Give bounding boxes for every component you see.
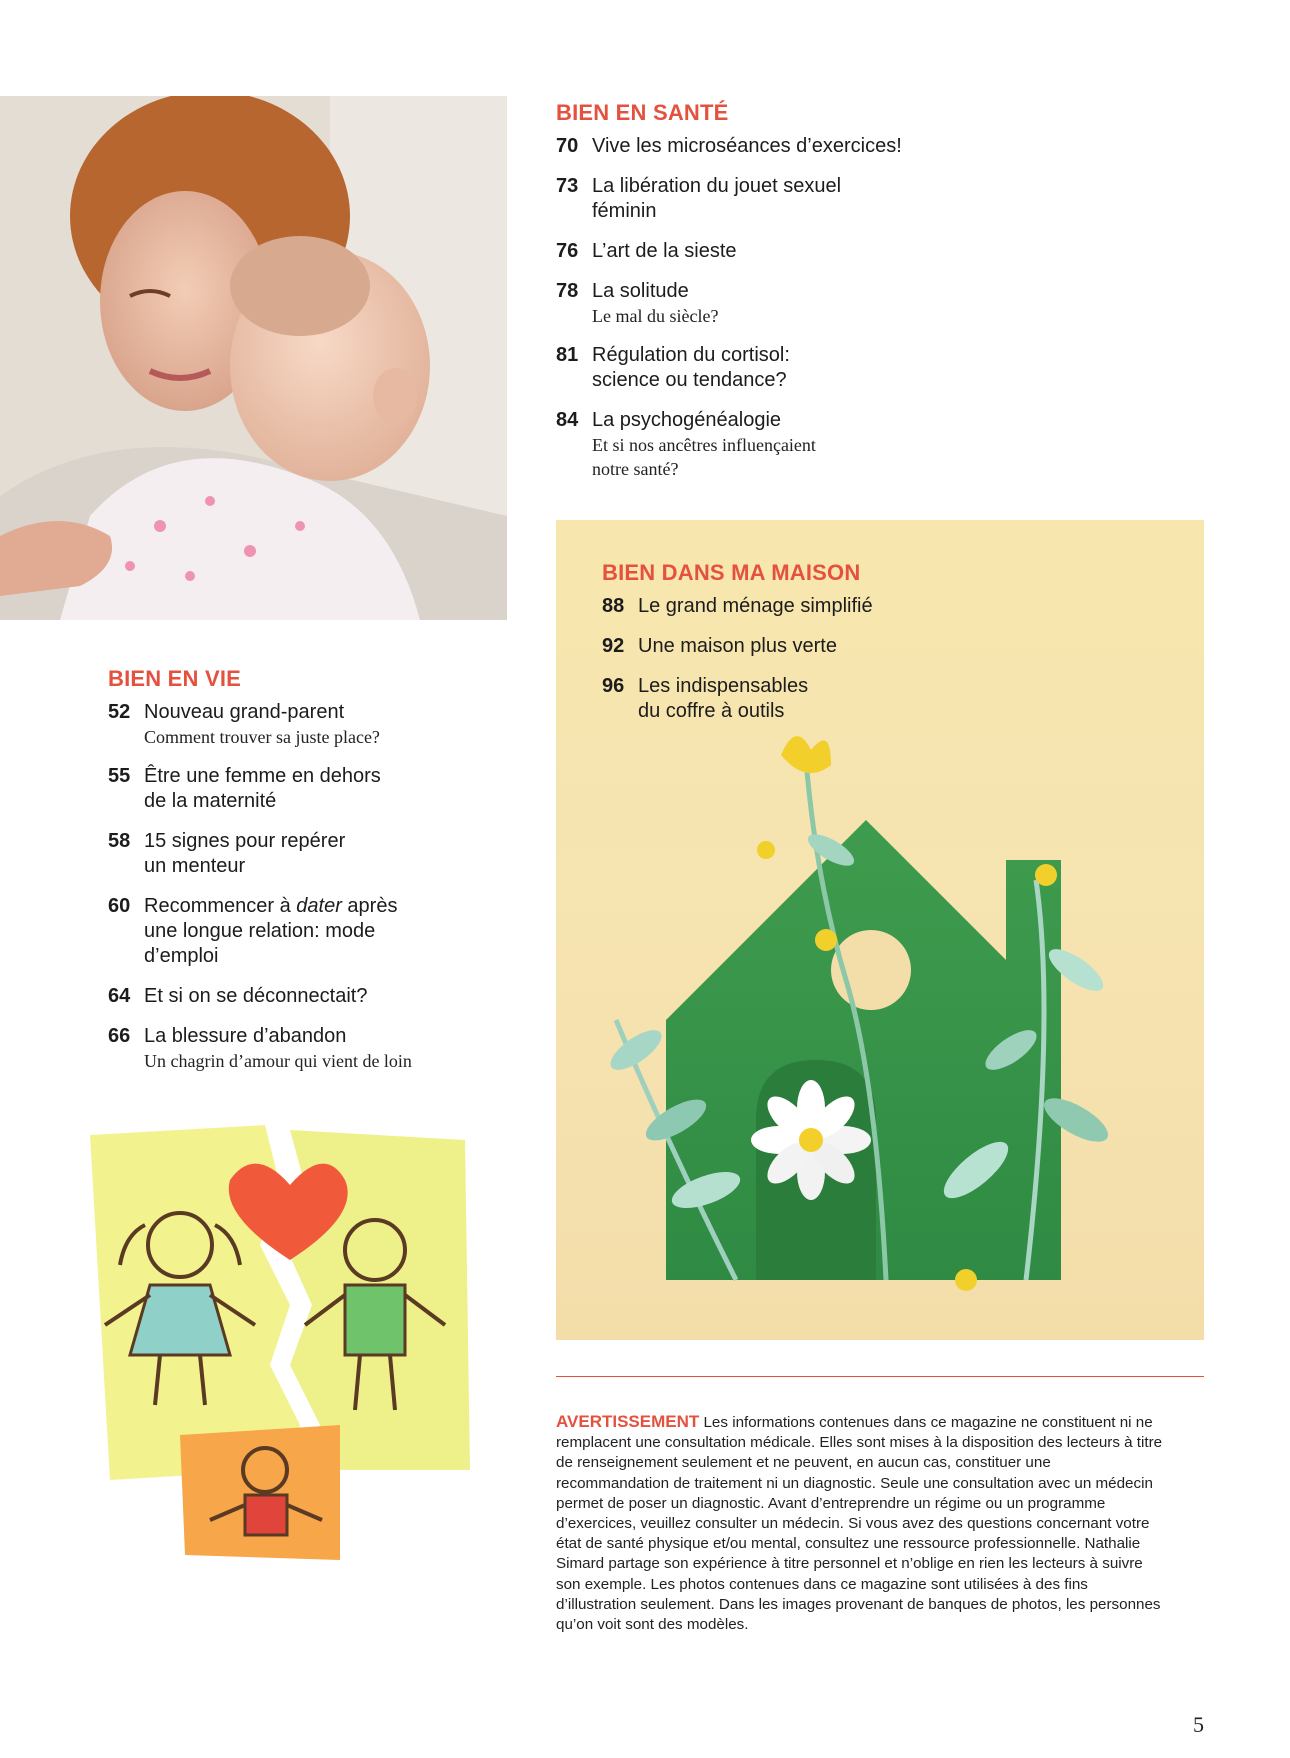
toc-title: Nouveau grand-parent [144, 701, 345, 723]
toc-title: Régulation du cortisol: science ou tendance? [592, 344, 790, 391]
warning-text: Les informations contenues dans ce magazine ne constituent ni ne remplacent une consultation médicale. Elles sont mises à la disposition des lecteurs à titre de renseignement seulement et ne peuvent, en aucun cas, constituer une recommandation de traitement ni un diagnostic. Seule une consultation avec un médecin permet de poser un diagnostic. Avant d’entreprendre un régime ou un programme d’exercices, veuillez consulter un médecin. Si vous avez des questions concernant votre état de santé physique et/ou mental, consultez une ressource professionnelle. Nathalie Simard partage son expérience à titre personnel et n’oblige en rien les lecteurs à suivre son exemple. Les photos contenues dans ce magazine sont utilisées à des fins d’illustration seulement. Dans les images provenant de banques de photos, les personnes qu’on voit sont des modèles. [556, 1414, 1163, 1634]
page-ref-number: 84 [556, 409, 579, 431]
toc-item [602, 594, 1022, 619]
paper-house-illustration [556, 720, 1204, 1340]
section-bien-en-sante [556, 100, 996, 496]
page-ref-number: 73 [556, 175, 579, 197]
toc-title: La libération du jouet sexuel féminin [592, 175, 842, 222]
toc-item [556, 279, 996, 328]
toc-item [602, 674, 1022, 724]
page-ref-number: 76 [556, 240, 579, 262]
toc-entry [592, 279, 996, 328]
toc-title: Recommencer à dater après une longue relation: mode d’emploi [144, 895, 398, 967]
page-ref-number: 52 [108, 701, 131, 723]
warning-notice [556, 1412, 1166, 1635]
toc-item [556, 239, 996, 264]
page-ref-number: 92 [602, 635, 625, 657]
toc-entry [144, 700, 528, 749]
page-ref-number: 78 [556, 280, 579, 302]
toc-entry [144, 1024, 528, 1073]
toc-entry [638, 674, 1022, 724]
page-ref-number: 88 [602, 595, 625, 617]
toc-item [108, 764, 528, 814]
toc-entry [144, 984, 528, 1009]
toc-subtitle: Le mal du siècle? [592, 306, 719, 326]
toc-title: Et si on se déconnectait? [144, 985, 368, 1007]
toc-entry [592, 134, 996, 159]
toc-entry [144, 764, 528, 814]
toc-title: 15 signes pour repérer un menteur [144, 830, 346, 877]
toc-item [556, 343, 996, 393]
toc-title: L’art de la sieste [592, 240, 737, 262]
toc-title: Être une femme en dehors de la maternité [144, 765, 381, 812]
page-ref-number: 58 [108, 830, 131, 852]
warning-label: AVERTISSEMENT [556, 1412, 700, 1431]
page-number: 5 [1193, 1712, 1204, 1737]
toc-list [556, 134, 996, 481]
toc-item [108, 700, 528, 749]
toc-item [108, 1024, 528, 1073]
toc-entry [592, 343, 996, 393]
toc-subtitle: Comment trouver sa juste place? [144, 727, 380, 747]
page-ref-number: 70 [556, 135, 579, 157]
toc-item [556, 408, 996, 481]
toc-list [602, 594, 1022, 724]
page-ref-number: 55 [108, 765, 131, 787]
photo-illustration [0, 96, 507, 620]
toc-item [556, 174, 996, 224]
toc-item [556, 134, 996, 159]
toc-entry [592, 408, 996, 481]
toc-entry [144, 894, 528, 969]
toc-entry [592, 239, 996, 264]
toc-subtitle: Un chagrin d’amour qui vient de loin [144, 1051, 412, 1071]
toc-title: La blessure d’abandon [144, 1025, 347, 1047]
maison-panel [556, 520, 1204, 1340]
toc-entry [592, 174, 996, 224]
toc-entry [638, 634, 1022, 659]
section-heading: BIEN EN VIE [108, 666, 242, 691]
page-ref-number: 66 [108, 1025, 131, 1047]
page-ref-number: 81 [556, 344, 579, 366]
toc-item [108, 894, 528, 969]
drawing-illustration [90, 1125, 510, 1560]
page-ref-number: 96 [602, 675, 625, 697]
page-ref-number: 64 [108, 985, 131, 1007]
toc-subtitle: Et si nos ancêtres influençaient notre santé? [592, 435, 816, 479]
toc-entry [638, 594, 1022, 619]
section-bien-en-vie [108, 666, 528, 1088]
toc-title: Le grand ménage simplifié [638, 595, 873, 617]
section-heading: BIEN EN SANTÉ [556, 100, 729, 125]
warning-divider [556, 1376, 1204, 1377]
toc-title: Vive les microséances d’exercices! [592, 135, 902, 157]
page-ref-number: 60 [108, 895, 131, 917]
section-heading: BIEN DANS MA MAISON [602, 560, 861, 585]
torn-note-drawing [90, 1125, 510, 1560]
toc-title: Une maison plus verte [638, 635, 837, 657]
section-bien-dans-ma-maison [602, 560, 1022, 739]
toc-item [602, 634, 1022, 659]
toc-list [108, 700, 528, 1073]
toc-item [108, 829, 528, 879]
toc-entry [144, 829, 528, 879]
grandmother-baby-photo [0, 96, 507, 620]
toc-title: Les indispensables du coffre à outils [638, 675, 809, 722]
toc-item [108, 984, 528, 1009]
toc-title: La solitude [592, 280, 689, 302]
toc-title: La psychogénéalogie [592, 409, 782, 431]
